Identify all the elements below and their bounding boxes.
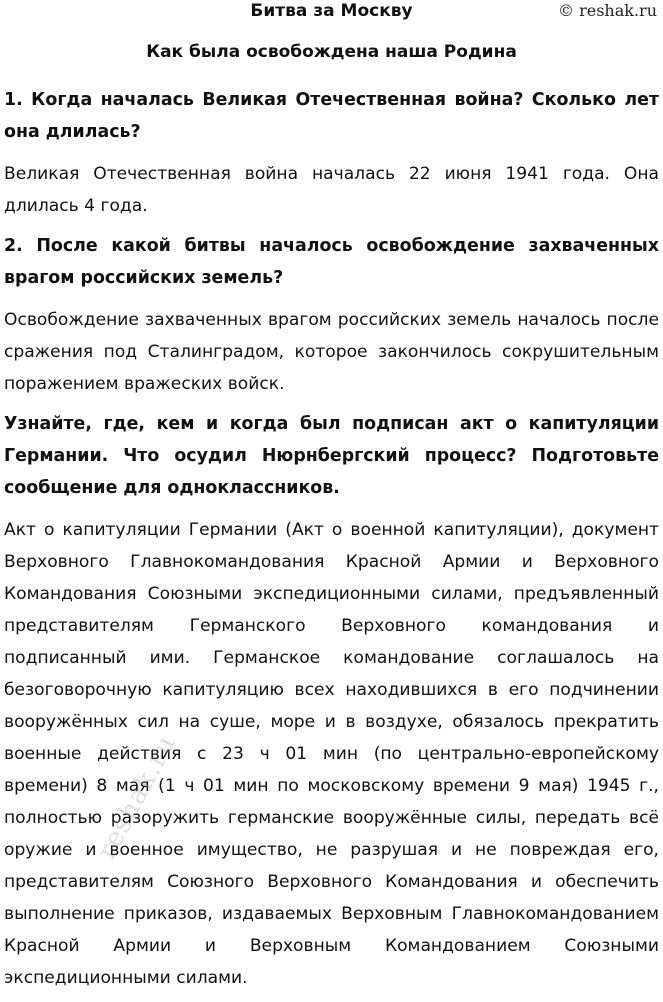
qa-content bbox=[4, 84, 659, 1002]
question-2: 2. После какой битвы началось освобождение захваченных врагом российских земель? bbox=[4, 236, 659, 288]
section-subtitle: Как была освобождена наша Родина bbox=[146, 42, 517, 62]
question-1: 1. Когда началась Великая Отечественная война? Сколько лет она длилась? bbox=[4, 90, 659, 142]
answer-2: Освобождение захваченных врагом российских земель началось после сражения под Сталинградом, которое закончилось сокрушительным поражением вражеских войск. bbox=[4, 310, 659, 394]
page-title: Битва за Москву bbox=[250, 1, 413, 21]
answer-3: Акт о капитуляции Германии (Акт о военной капитуляции), документ Верховного Главнокомандования Красной Армии и Верховного Командования Союзными экспедиционными силами, предъявленный представителям Германского Верховного командования и подписанный ими. Германское командование соглашалось на безоговорочную капитуляцию всех находившихся в его подчинении вооружённых сил на суше, море и в воздухе, обязалось прекратить военные действия с 23 ч 01 мин (по центрально-европейскому времени) 8 мая (1 ч 01 мин по московскому времени 9 мая) 1945 г., полностью разоружить германские вооружённые силы, передать всё оружие и военное имущество, не разрушая и не повреждая его, представителям Союзного Верховного Командования и обеспечить выполнение приказов, издаваемых Верховным Главнокомандованием Красной Армии и Верховным Командованием Союзными экспедиционными силами. bbox=[4, 520, 659, 988]
answer-1: Великая Отечественная война началась 22 июня 1941 года. Она длилась 4 года. bbox=[4, 164, 659, 216]
question-3: Узнайте, где, кем и когда был подписан акт о капитуляции Германии. Что осудил Нюрнбергский процесс? Подготовьте сообщение для одноклассников. bbox=[4, 414, 659, 498]
diagonal-watermark: reshak.ru bbox=[92, 730, 183, 865]
site-watermark: © reshak.ru bbox=[558, 1, 657, 20]
